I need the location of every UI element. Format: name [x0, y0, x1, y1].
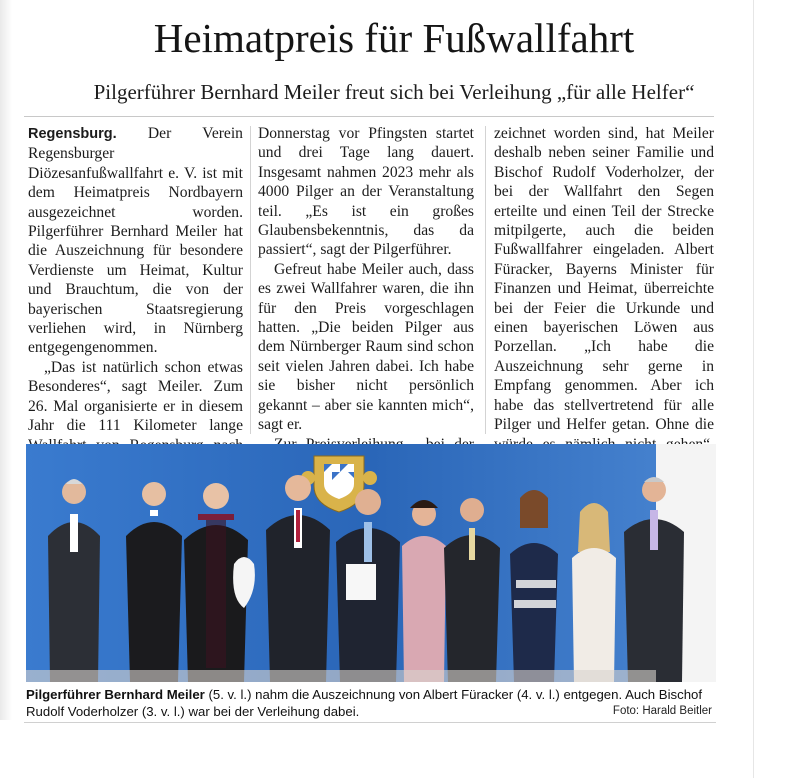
paragraph [28, 124, 243, 358]
certificate-icon [346, 564, 376, 600]
article-column-1 [28, 124, 243, 434]
paragraph-text: zeichnet worden sind, hat Meiler deshalb neben seiner Familie und Bischof Rudolf Voderholzer, der bei der Wallfahrt den Segen erteilte und einen Teil der Strecke mitpilgerte, auch die beiden Fußwallfahrer eingeladen. Albert Füracker, Bayerns Minister für Finanzen und Heimat, überreichte bei der Feier die Urkunde und einen bayerischen Löwen aus Porzellan. „Ich habe die Auszeichnung sehr gerne in Empfang genommen. Aber ich habe das stellvertretend für alle Pilger und Helfer getan. Ohne die [494, 125, 714, 434]
article-column-2 [258, 124, 474, 434]
caption-text: (5. v. l.) nahm die Auszeichnung von Albert Füracker (4. v. l.) entgegen. Auch Bischof Rudolf Voderholzer (3. v. l.) war bei der Verleihung dabei. [26, 687, 703, 719]
group-photo [26, 444, 716, 682]
paragraph-text: Der Verein Regensburger Diözesanfußwallfahrt e. V. ist mit dem Heimatpreis Nordbayern ausgezeichnet worden. Pilgerführer Bernhard Meiler hat die Auszeichnung für besondere Verdienste um Heimat, Kultur und Brauchtum, die von der bayerischen Staatsregierung verliehen wird, in Nürnberg entgegengenommen. [28, 125, 243, 357]
photo-credit: Foto: Harald Beitler [612, 705, 712, 717]
dateline: Regensburg. [28, 126, 117, 142]
paragraph: Gefreut habe Meiler auch, dass es zwei Wallfahrer waren, die ihn für den Preis vorgeschlagen hatten. „Die beiden Pilger aus dem Nürnberger Raum sind schon seit vielen Jahren dabei. Ich habe sie bisher nicht persönlich gekannt – aber sie kannten mich“, sagt er. [258, 260, 474, 434]
headline: Heimatpreis für Fußwallfahrt [153, 15, 635, 61]
article-column-3 [494, 124, 714, 434]
column-divider [250, 126, 251, 434]
caption-lead: Pilgerführer Bernhard Meiler [26, 687, 205, 702]
subheadline: Pilgerführer Bernhard Meiler freut sich bei Verleihung „für alle Helfer“ [93, 80, 695, 104]
header-divider [24, 116, 714, 117]
paragraph [494, 124, 714, 473]
group-photo-illustration [26, 444, 716, 682]
page-edge-shadow [0, 0, 12, 720]
paragraph: Donnerstag vor Pfingsten startet und drei Tage lang dauert. Insgesamt nahmen 2023 mehr als 4000 Pilger an der Veranstaltung teil. „Es ist ein großes Glaubensbekenntnis, das da passiert“, sagt der Pilgerführer. [258, 125, 474, 259]
footer-divider [24, 722, 716, 723]
page-margin-right [753, 0, 788, 778]
paragraph: „Das ist natürlich schon etwas Besonderes“, sagt Meiler. Zum 26. Mal organisierte er in diesem Jahr die 111 Kilometer lange [28, 358, 243, 435]
column-divider [485, 126, 486, 434]
